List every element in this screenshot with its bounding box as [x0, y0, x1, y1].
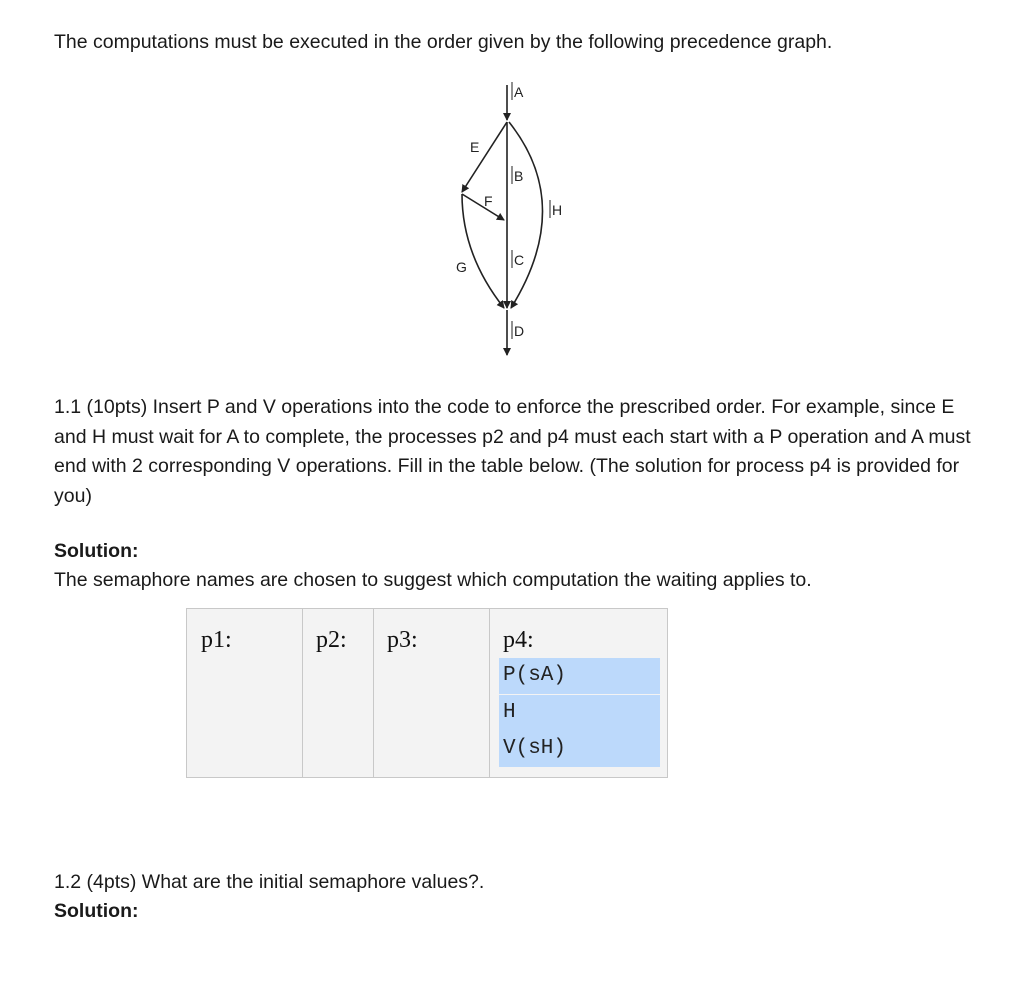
intro-text: The computations must be executed in the order given by the following precedence graph.: [54, 31, 833, 53]
solution-heading: Solution:: [54, 540, 139, 562]
code-line: H: [499, 695, 660, 731]
label-d: D: [514, 323, 525, 339]
label-c: C: [514, 252, 525, 268]
column-header-p3: p3:: [387, 627, 418, 653]
label-g: G: [456, 259, 467, 275]
edge-f: [462, 194, 504, 220]
edge-e: [462, 122, 507, 192]
label-f: F: [484, 193, 493, 209]
edge-h: [509, 122, 543, 308]
precedence-graph: [440, 80, 580, 365]
process-column-p1[interactable]: [187, 609, 303, 777]
process-column-p4[interactable]: [489, 609, 667, 777]
column-header-p1: p1:: [201, 627, 232, 653]
label-a: A: [514, 84, 524, 100]
label-b: B: [514, 168, 524, 184]
solution-2-heading: Solution:: [54, 900, 139, 922]
edge-g: [462, 194, 504, 308]
process-column-p2[interactable]: [302, 609, 374, 777]
question-1-2: 1.2 (4pts) What are the initial semaphore values?.: [54, 871, 485, 893]
solution-text: The semaphore names are chosen to suggest which computation the waiting applies to.: [54, 569, 812, 591]
code-line: P(sA): [499, 658, 660, 694]
label-h: H: [552, 202, 563, 218]
column-header-p4: p4:: [503, 627, 534, 653]
process-table: [186, 608, 668, 778]
question-1-1: 1.1 (10pts) Insert P and V operations into the code to enforce the prescribed order. For example, since E and H must wait for A to complete, the processes p2 and p4 must each start with a P operation and A must end with 2 corresponding V operations. Fill in the table below. (The solution for process p4 is provided for you): [54, 396, 971, 507]
label-e: E: [470, 139, 480, 155]
code-line: V(sH): [499, 731, 660, 767]
process-column-p3[interactable]: [373, 609, 490, 777]
column-header-p2: p2:: [316, 627, 347, 653]
